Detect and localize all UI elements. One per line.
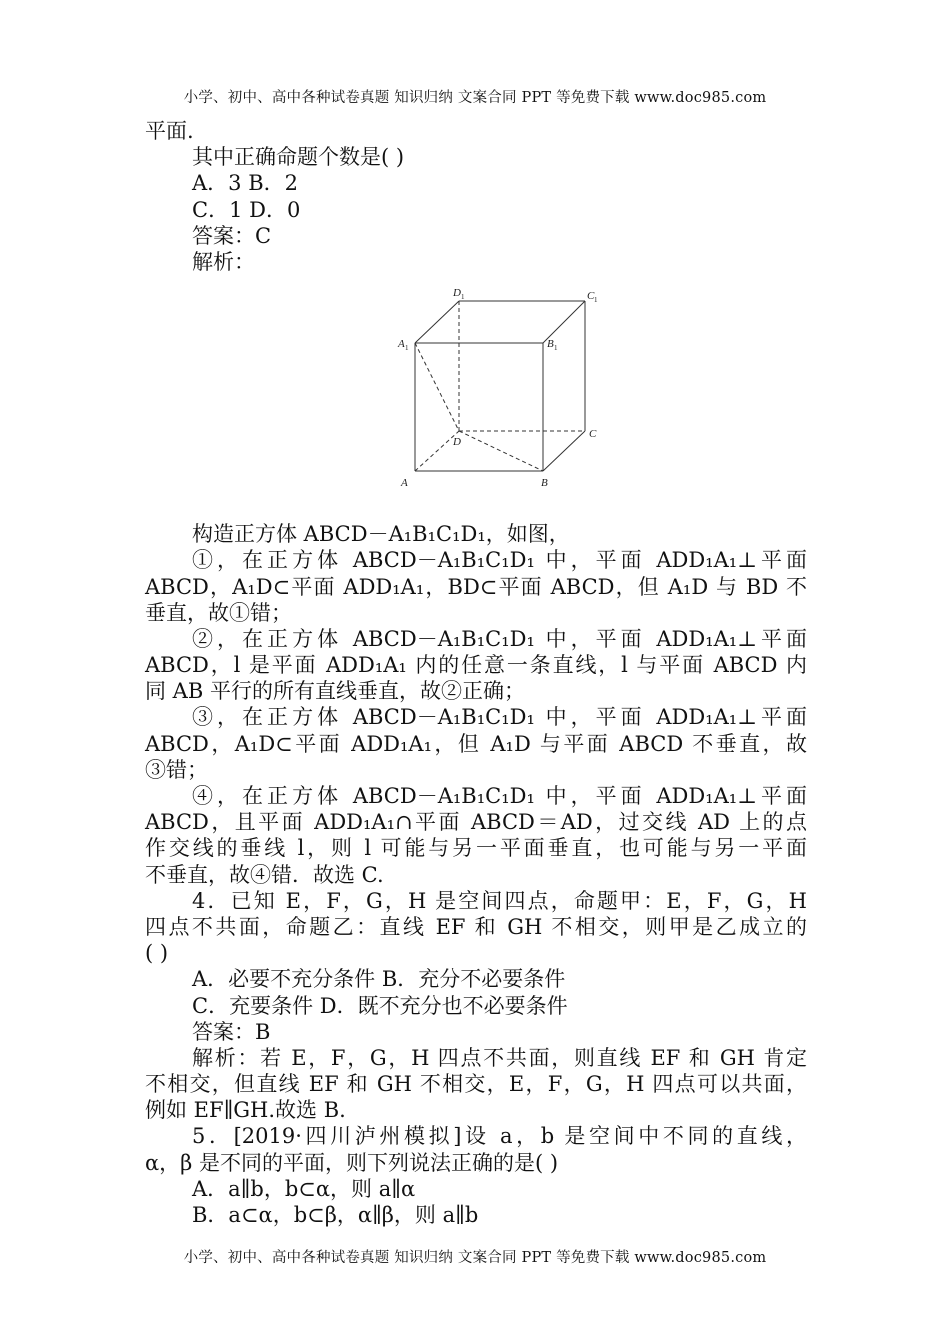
- case1-line-1: ①，在正方体 ABCD－A₁B₁C₁D₁ 中，平面 ADD₁A₁⊥平面: [192, 548, 807, 573]
- q3-options-ab: A．3 B．2: [192, 171, 298, 196]
- q4-line-2: 四点不共面，命题乙：直线 EF 和 GH 不相交，则甲是乙成立的: [145, 914, 807, 939]
- case1-line-3: 垂直，故①错；: [145, 600, 292, 625]
- case2-line-2: ABCD，l 是平面 ADD₁A₁ 内的任意一条直线，l 与平面 ABCD 内: [145, 653, 807, 678]
- q5-line-2: α，β 是不同的平面，则下列说法正确的是( ): [145, 1150, 559, 1175]
- document-body: [145, 118, 807, 1228]
- case3-line-3: ③错；: [145, 757, 208, 782]
- label-c1: C: [587, 290, 595, 303]
- label-d1: D: [453, 287, 461, 300]
- case2-line-3: 同 AB 平行的所有直线垂直，故②正确；: [145, 679, 525, 704]
- label-c1-sub: 1: [594, 296, 598, 305]
- q3-question: 其中正确命题个数是( ): [192, 145, 405, 170]
- edge-b1c1: [543, 301, 585, 343]
- q4-analysis-2: 不相交，但直线 EF 和 GH 不相交，E，F，G，H 四点可以共面，: [145, 1072, 807, 1097]
- q4-options-cd: C．充要条件 D．既不充分也不必要条件: [192, 993, 568, 1018]
- label-d1-sub: 1: [461, 293, 465, 302]
- page-header: 小学、初中、高中各种试卷真题 知识归纳 文案合同 PPT 等免费下载 www.doc985.com: [183, 90, 767, 106]
- q3-options-cd: C．1 D．0: [192, 197, 301, 222]
- q3-answer: 答案：C: [192, 223, 272, 248]
- label-d: D: [453, 436, 461, 449]
- q3-line-1: 平面.: [145, 119, 194, 143]
- q5-option-b: B．a⊂α，b⊂β，α∥β，则 a∥b: [192, 1203, 479, 1227]
- case1-line-2: ABCD，A₁D⊂平面 ADD₁A₁，BD⊂平面 ABCD，但 A₁D 与 BD 不: [145, 574, 807, 599]
- edge-bc: [543, 431, 585, 471]
- label-c: C: [589, 428, 597, 441]
- q4-analysis-3: 例如 EF∥GH.故选 B.: [145, 1098, 346, 1123]
- case2-line-1: ②，在正方体 ABCD－A₁B₁C₁D₁ 中，平面 ADD₁A₁⊥平面: [192, 626, 807, 651]
- label-b1: B: [547, 338, 554, 351]
- case3-line-2: ABCD，A₁D⊂平面 ADD₁A₁，但 A₁D 与平面 ABCD 不垂直，故: [145, 731, 807, 756]
- q4-options-ab: A．必要不充分条件 B．充分不必要条件: [192, 967, 566, 992]
- q4-answer: 答案：B: [192, 1019, 271, 1044]
- construct-line: 构造正方体 ABCD－A₁B₁C₁D₁，如图，: [192, 522, 570, 547]
- page-footer: 小学、初中、高中各种试卷真题 知识归纳 文案合同 PPT 等免费下载 www.doc985.com: [183, 1250, 767, 1266]
- diag-bd-hidden: [459, 431, 543, 471]
- case4-line-4: 不垂直，故④错．故选 C.: [145, 862, 384, 887]
- case4-line-3: 作交线的垂线 l，则 l 可能与另一平面垂直，也可能与另一平面: [145, 836, 807, 861]
- q5-option-a: A．a∥b，b⊂α，则 a∥α: [192, 1176, 416, 1201]
- label-a1-sub: 1: [405, 344, 409, 353]
- label-b: B: [541, 477, 548, 490]
- label-b1-sub: 1: [554, 344, 558, 353]
- diag-a1d-hidden: [415, 343, 459, 431]
- label-a: A: [401, 477, 408, 490]
- q4-line-1: 4．已知 E，F，G，H 是空间四点，命题甲：E，F，G，H: [192, 888, 807, 913]
- q3-analysis-label: 解析：: [192, 249, 255, 274]
- q4-line-3: ( ): [145, 941, 169, 966]
- q4-analysis-1: 解析：若 E，F，G，H 四点不共面，则直线 EF 和 GH 肯定: [192, 1045, 807, 1070]
- case3-line-1: ③，在正方体 ABCD－A₁B₁C₁D₁ 中，平面 ADD₁A₁⊥平面: [192, 705, 807, 730]
- case4-line-1: ④，在正方体 ABCD－A₁B₁C₁D₁ 中，平面 ADD₁A₁⊥平面: [192, 784, 807, 808]
- edge-a1d1: [415, 301, 459, 343]
- label-a1: A: [398, 338, 405, 351]
- cube-diagram: [395, 285, 605, 495]
- q5-line-1: 5．[2019·四川泸州模拟]设 a，b 是空间中不同的直线，: [192, 1124, 807, 1149]
- case4-line-2: ABCD，且平面 ADD₁A₁∩平面 ABCD＝AD，过交线 AD 上的点: [145, 810, 807, 835]
- cube-figure: [145, 275, 807, 521]
